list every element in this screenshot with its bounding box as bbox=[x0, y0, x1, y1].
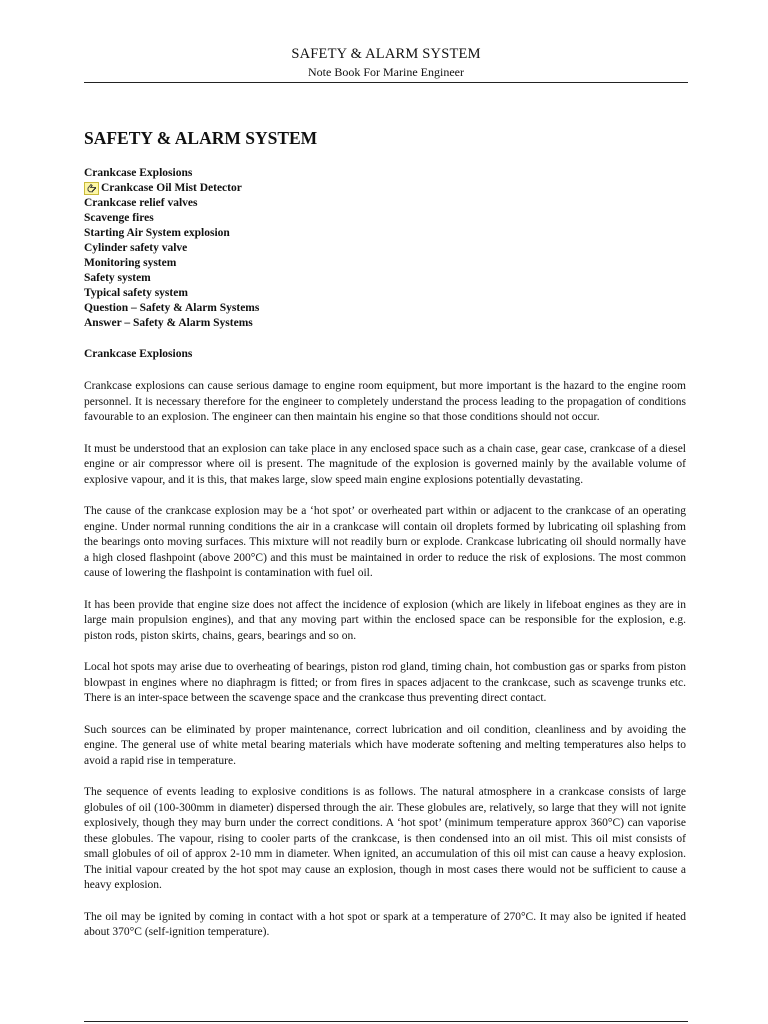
body-paragraph: The sequence of events leading to explosive conditions is as follows. The natural atmosphere in a crankcase consists of large globules of oil (100-300mm in diameter) dispersed through the air. These globules are, relatively, so large that they will not ignite explosively, though they may burn under the correct conditions. A ‘hot spot’ (minimum temperature approx 360°C) can vaporise these globules. The vapour, rising to cooler parts of the crankcase, is then condensed into an oil mist. This oil mist consists of small globules of oil of approx 2-10 mm in diameter. When ignited, an accumulation of this oil mist can cause a heavy explosion. The initial vapour created by the hot spot may cause an explosion, though in most cases there would not be sufficient to cause a heavy explosion. bbox=[84, 786, 686, 891]
page-title: SAFETY & ALARM SYSTEM bbox=[84, 128, 318, 148]
header-title: SAFETY & ALARM SYSTEM bbox=[291, 46, 481, 62]
toc-item-answer[interactable]: Answer – Safety & Alarm Systems bbox=[84, 317, 253, 329]
toc-item-scavenge-fires[interactable]: Scavenge fires bbox=[84, 212, 154, 224]
footer-divider bbox=[84, 1021, 688, 1022]
toc-item-typical-safety-system[interactable]: Typical safety system bbox=[84, 287, 188, 299]
header-divider bbox=[84, 82, 688, 83]
toc-item-oil-mist-detector[interactable]: Crankcase Oil Mist Detector bbox=[84, 181, 686, 196]
section-heading: Crankcase Explosions bbox=[84, 348, 193, 360]
toc-item-safety-system[interactable]: Safety system bbox=[84, 272, 151, 284]
header-subtitle: Note Book For Marine Engineer bbox=[308, 65, 464, 79]
body-paragraph: Local hot spots may arise due to overheating of bearings, piston rod gland, timing chain, hot combustion gas or sparks from piston blowpast in engines where no diaphragm is fitted; or from fires in spaces adjacent to the crankcase, such as scavenge trunks etc. There is an inter-space between the scavenge space and the crankcase thus preventing direct contact. bbox=[84, 661, 686, 704]
toc-item-cylinder-safety-valve[interactable]: Cylinder safety valve bbox=[84, 242, 188, 254]
body-paragraph: It must be understood that an explosion can take place in any enclosed space such as a chain case, gear case, crankcase of a diesel engine or air compressor where oil is present. The magnitude of the explosion is governed mainly by the available volume of explosive vapour, and it is this, that makes large, slow speed main engine explosions potentially devastating. bbox=[84, 442, 686, 486]
table-of-contents bbox=[84, 166, 686, 331]
page-header bbox=[84, 44, 688, 80]
body-paragraph: It has been provide that engine size does not affect the incidence of explosion (which are likely in lifeboat engines as they are in large main propulsion engines), and that any moving part within the enclosed space can be responsible for the explosion, e.g. piston rods, piston skirts, chains, gears, bearings and so on. bbox=[84, 598, 686, 642]
body-paragraph: The cause of the crankcase explosion may be a ‘hot spot’ or overheated part within or adjacent to the crankcase of an operating engine. Under normal running conditions the air in a crankcase will contain oil droplets formed by lubricating oil splashing from the bearings onto moving surfaces. This mixture will not readily burn or explode. Crankcase lubricating oil should normally have a high closed flashpoint (above 200°C) and this must be maintained in order to reduce the risk of explosions. The most common cause of lowering the flashpoint is contamination with fuel oil. bbox=[84, 505, 686, 579]
body-paragraph: Such sources can be eliminated by proper maintenance, correct lubrication and oil condition, cleanliness and by avoiding the engine. The general use of white metal bearing materials which have moderate softening and melting temperatures also helps to avoid a rapid rise in temperature. bbox=[84, 723, 686, 767]
document-body bbox=[84, 126, 686, 957]
toc-item-question[interactable]: Question – Safety & Alarm Systems bbox=[84, 302, 260, 314]
toc-item-monitoring-system[interactable]: Monitoring system bbox=[84, 257, 177, 269]
body-paragraph: The oil may be ignited by coming in contact with a hot spot or spark at a temperature of 270°C. It may also be ignited if heated about 370°C (self-ignition temperature). bbox=[84, 910, 686, 938]
hand-pointer-icon[interactable] bbox=[84, 182, 99, 195]
toc-item-relief-valves[interactable]: Crankcase relief valves bbox=[84, 197, 198, 209]
toc-item-crankcase-explosions[interactable]: Crankcase Explosions bbox=[84, 167, 193, 179]
body-paragraph: Crankcase explosions can cause serious damage to engine room equipment, but more important is the hazard to the engine room personnel. It is necessary therefore for the engineer to completely understand the process leading to the propagation of conditions favourable to an explosion. The engineer can then maintain his engine so that those conditions should not occur. bbox=[84, 380, 686, 423]
toc-item-starting-air[interactable]: Starting Air System explosion bbox=[84, 227, 230, 239]
